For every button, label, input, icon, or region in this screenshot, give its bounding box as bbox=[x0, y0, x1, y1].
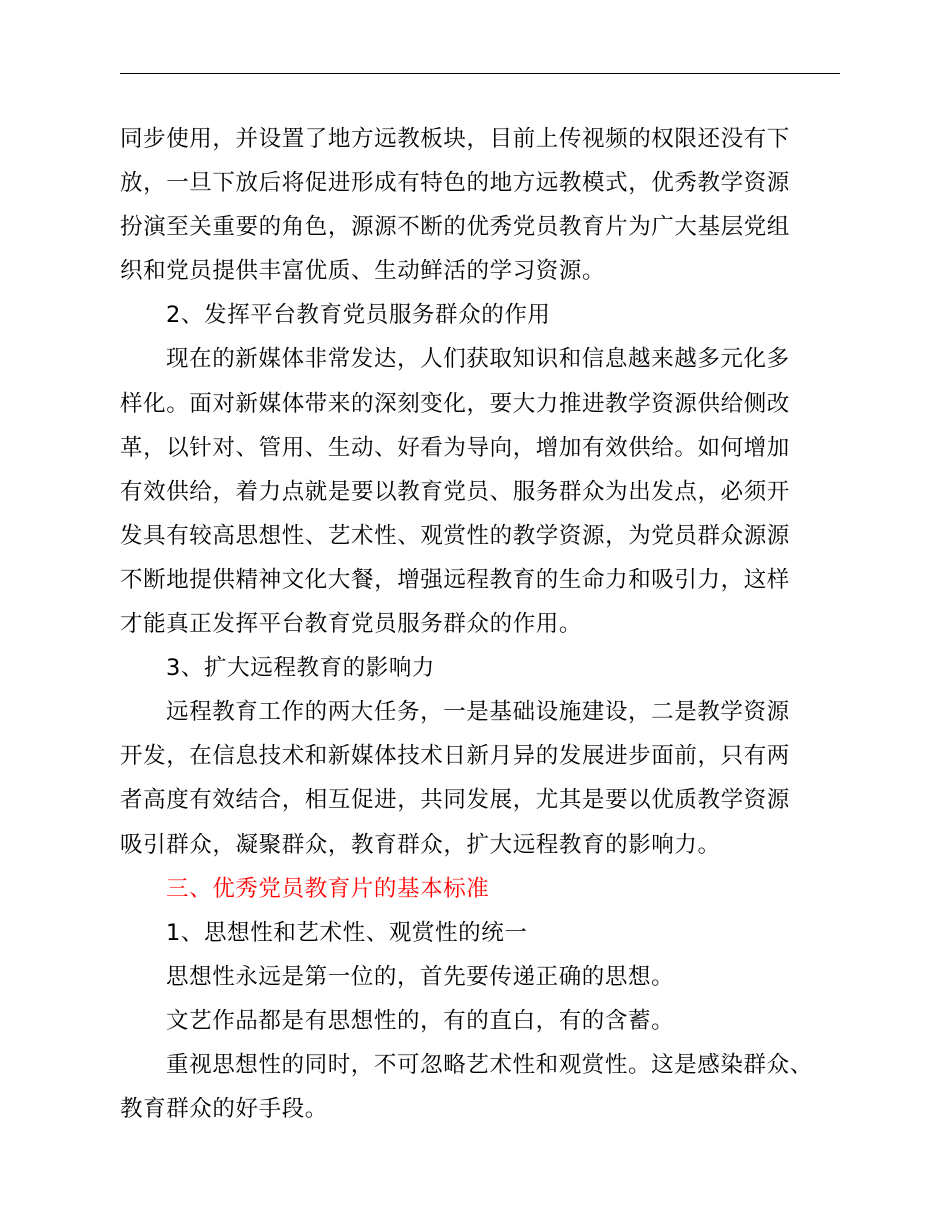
text-line: 者高度有效结合，相互促进，共同发展，尤其是要以优质教学资源 bbox=[120, 787, 790, 814]
header-rule bbox=[120, 73, 840, 74]
text-line: 同步使用，并设置了地方远教板块，目前上传视频的权限还没有下 bbox=[120, 126, 790, 152]
document-body bbox=[120, 117, 860, 1131]
text-line: 扮演至关重要的角色，源源不断的优秀党员教育片为广大基层党组 bbox=[120, 214, 790, 241]
text-line: 吸引群众，凝聚群众，教育群众，扩大远程教育的影响力。 bbox=[120, 831, 721, 858]
text-line: 织和党员提供丰富优质、生动鲜活的学习资源。 bbox=[120, 258, 606, 285]
text-line: 1、思想性和艺术性、观赏性的统一 bbox=[166, 919, 528, 946]
text-line: 2、发挥平台教育党员服务群众的作用 bbox=[166, 302, 551, 329]
text-line: 开发，在信息技术和新媒体技术日新月异的发展进步面前，只有两 bbox=[120, 743, 790, 770]
text-line: 教育群众的好手段。 bbox=[120, 1096, 328, 1123]
text-line: 现在的新媒体非常发达，人们获取知识和信息越来越多元化多 bbox=[166, 346, 790, 373]
text-line: 革，以针对、管用、生动、好看为导向，增加有效供给。如何增加 bbox=[120, 434, 790, 461]
text-line: 文艺作品都是有思想性的，有的直白，有的含蓄。 bbox=[166, 1007, 675, 1034]
text-line: 思想性永远是第一位的，首先要传递正确的思想。 bbox=[166, 963, 675, 990]
text-line: 重视思想性的同时，不可忽略艺术性和观赏性。这是感染群众、 bbox=[166, 1051, 813, 1078]
text-line: 样化。面对新媒体带来的深刻变化，要大力推进教学资源供给侧改 bbox=[120, 390, 790, 417]
section-heading-line: 三、优秀党员教育片的基本标准 bbox=[166, 875, 490, 902]
text-line: 发具有较高思想性、艺术性、观赏性的教学资源，为党员群众源源 bbox=[120, 522, 790, 549]
text-line: 3、扩大远程教育的影响力 bbox=[166, 655, 436, 682]
text-line: 放，一旦下放后将促进形成有特色的地方远教模式，优秀教学资源 bbox=[120, 170, 790, 197]
text-line: 远程教育工作的两大任务，一是基础设施建设，二是教学资源 bbox=[166, 699, 790, 726]
text-line: 有效供给，着力点就是要以教育党员、服务群众为出发点，必须开 bbox=[120, 478, 790, 505]
text-line: 不断地提供精神文化大餐，增强远程教育的生命力和吸引力，这样 bbox=[120, 566, 790, 593]
text-line: 才能真正发挥平台教育党员服务群众的作用。 bbox=[120, 611, 583, 638]
